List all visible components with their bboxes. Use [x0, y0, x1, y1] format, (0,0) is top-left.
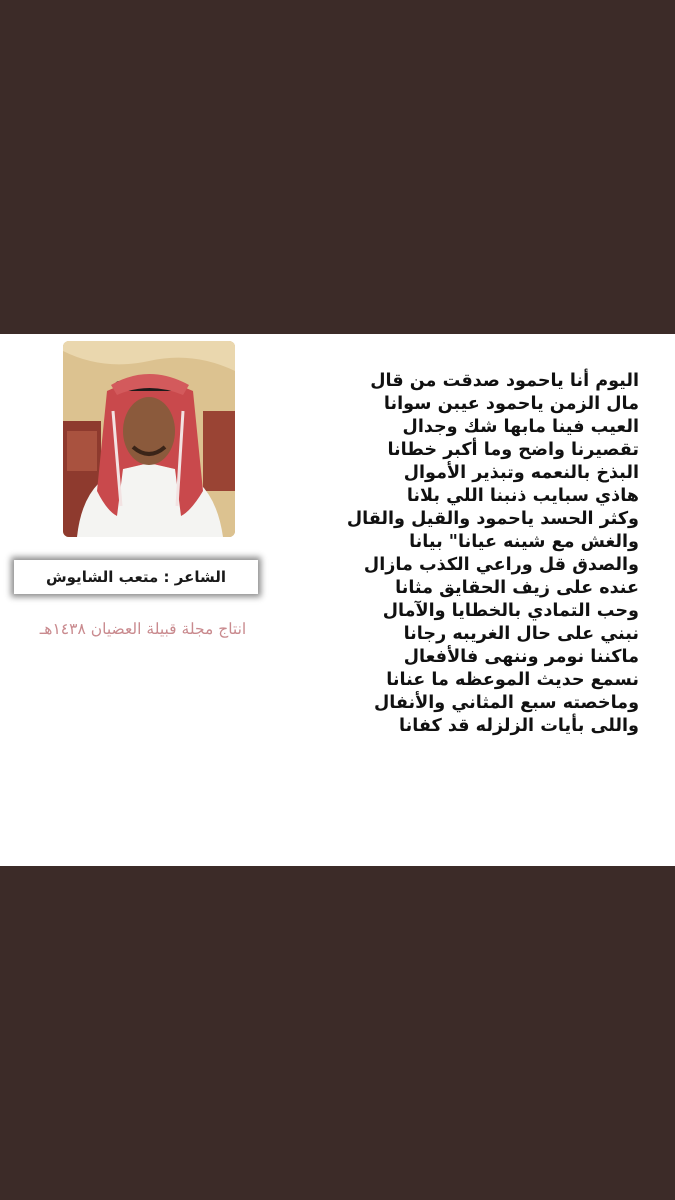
poem-line: والغش مع شينه عيانا" بيانا [409, 532, 639, 552]
poem-line: هاذي سبايب ذنبنا اللي بلانا [406, 486, 639, 506]
poet-portrait-image [63, 341, 235, 537]
poem-line: وماخصته سبع المثاني والأنفال [373, 693, 639, 713]
poet-name-label: الشاعر : متعب الشايوش [14, 560, 258, 594]
poem-line: نبني على حال الغريبه رجانا [403, 624, 639, 644]
poem-line: اليوم أنا ياحمود صدقت من قال [370, 371, 639, 391]
poem-line: العيب فينا مابها شك وجدال [402, 417, 639, 437]
poem-line: ماكننا نومر وننهى فالأفعال [403, 647, 639, 667]
poem-line: واللى بأيات الزلزله قد كفانا [399, 716, 639, 736]
poem-line: البذخ بالنعمه وتبذير الأموال [403, 463, 639, 483]
poem-card [0, 334, 675, 866]
poet-photo [63, 341, 235, 537]
poem-line: عنده على زيف الحقايق مثانا [395, 578, 639, 598]
poem-line: تقصيرنا واضح وما أكبر خطانا [387, 440, 639, 460]
poem-line: وحب التمادي بالخطايا والآمال [382, 601, 639, 621]
poem-line: مال الزمن ياحمود عيبن سوانا [383, 394, 639, 414]
poem-line: والصدق قل وراعي الكذب مازال [363, 555, 639, 575]
magazine-credit: انتاج مجلة قبيلة العضيان ١٤٣٨هـ [39, 620, 247, 638]
poem-text [283, 370, 639, 738]
poem-line: نسمع حديث الموعظه ما عنانا [386, 670, 639, 690]
poem-line: وكثر الحسد ياحمود والقيل والقال [346, 509, 639, 529]
